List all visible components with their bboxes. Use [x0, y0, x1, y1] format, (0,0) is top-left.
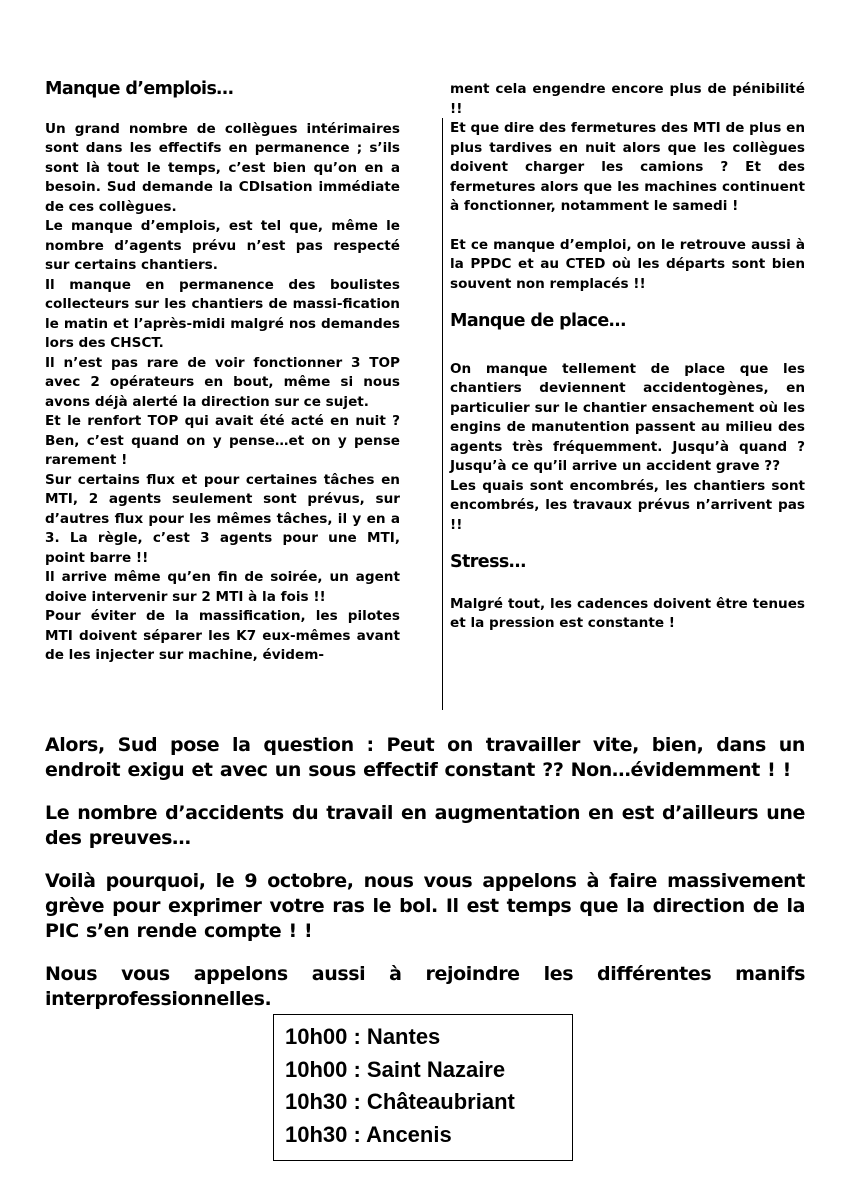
paragraph-penibilite: ment cela engendre encore plus de pénibilité !!	[450, 81, 805, 117]
schedule-item: 10h00 : Saint Nazaire	[285, 1056, 506, 1082]
schedule-item: 10h30 : Ancenis	[285, 1121, 452, 1147]
paragraph-manque-emplois: Le manque d’emplois, est tel que, même le nombre d’agents prévu n’est pas respecté sur certains chantiers.	[45, 218, 400, 273]
paragraph-cadences: Malgré tout, les cadences doivent être tenues et la pression est constante !	[450, 595, 805, 631]
paragraph-greve: Voilà pourquoi, le 9 octobre, nous vous appelons à faire massivement grève pour exprimer votre ras le bol. Il est temps que la direction de la PIC s’en rende compte ! !	[45, 870, 805, 942]
paragraph-massification: Pour éviter de la massification, les pilotes MTI doivent séparer les K7 eux-mêmes avant de les injecter sur machine, évidem-	[45, 608, 400, 663]
paragraph-accidentogenes: On manque tellement de place que les chantiers deviennent accidentogènes, en particulier sur le chantier ensachement où les engins de manutention passent au milieu des agents très fréquemment. Jusqu’à quand ? Jusqu’à ce qu’il arrive un accident grave ??	[450, 360, 805, 474]
schedule-item: 10h00 : Nantes	[285, 1024, 441, 1049]
paragraph-interimaires: Un grand nombre de collègues intérimaires sont dans les effectifs en permanence ; s’ils sont là tout le temps, c’est bien qu’on en a besoin. Sud demande la CDIsation immédiate de ces collègues.	[45, 120, 400, 215]
paragraph-renfort-top: Et le renfort TOP qui avait été acté en nuit ? Ben, c’est quand on y pense…et on y pense rarement !	[45, 413, 400, 468]
paragraph-flux-mti: Sur certains flux et pour certaines tâches en MTI, 2 agents seulement sont prévus, sur d’autres flux pour les mêmes tâches, il y en a 3. La règle, c’est 3 agents pour une MTI, point barre !!	[45, 471, 400, 566]
paragraph-fin-soiree: Il arrive même qu’en fin de soirée, un agent doive intervenir sur 2 MTI à la fois !!	[45, 569, 400, 605]
right-column	[450, 80, 805, 634]
schedule-item: 10h30 : Châteaubriant	[285, 1089, 515, 1114]
paragraph-top: Il n’est pas rare de voir fonctionner 3 TOP avec 2 opérateurs en bout, même si nous avons déjà alerté la direction sur ce sujet.	[45, 354, 400, 410]
bottom-section	[45, 733, 805, 1030]
column-divider	[442, 118, 443, 710]
heading-manque-place: Manque de place…	[450, 311, 626, 331]
paragraph-boulistes: Il manque en permanence des boulistes collecteurs sur les chantiers de massi-fication le matin et l’après-midi malgré nos demandes lors des CHSCT.	[45, 276, 400, 351]
paragraph-accidents: Le nombre d’accidents du travail en augmentation en est d’ailleurs une des preuves…	[45, 802, 805, 849]
left-column	[45, 80, 400, 666]
paragraph-fermetures-mti: Et que dire des fermetures des MTI de plus en plus tardives en nuit alors que les collègues doivent charger les camions ? Et des fermetures alors que les machines continuent à fonctionner, notamment le samedi !	[450, 120, 805, 214]
schedule-box	[273, 1014, 573, 1161]
paragraph-manifs: Nous vous appelons aussi à rejoindre les différentes manifs interprofessionnelles.	[45, 963, 805, 1010]
paragraph-quais: Les quais sont encombrés, les chantiers sont encombrés, les travaux prévus n’arrivent pas !!	[450, 477, 805, 533]
heading-stress: Stress…	[450, 552, 526, 572]
heading-manque-emplois: Manque d’emplois…	[45, 79, 234, 99]
paragraph-question: Alors, Sud pose la question : Peut on travailler vite, bien, dans un endroit exigu et avec un sous effectif constant ?? Non…évidemment ! !	[45, 734, 805, 781]
paragraph-ppdc-cted: Et ce manque d’emploi, on le retrouve aussi à la PPDC et au CTED où les départs sont bien souvent non remplacés !!	[450, 236, 805, 292]
